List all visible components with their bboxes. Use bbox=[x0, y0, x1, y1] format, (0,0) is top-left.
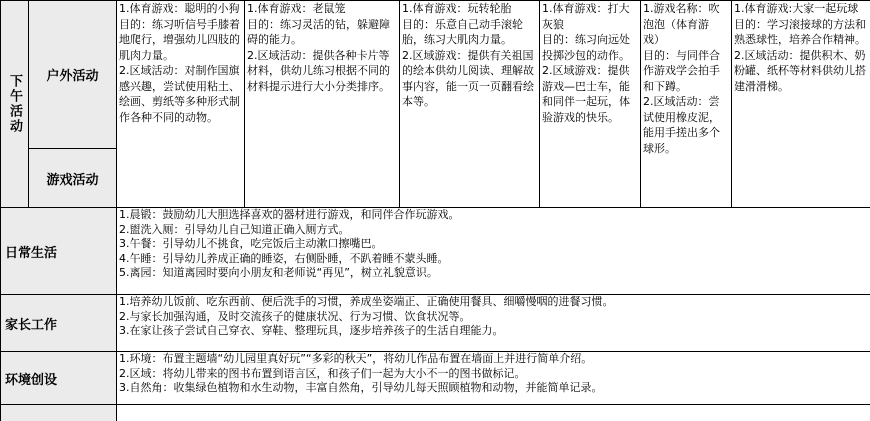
afternoon-activity-text: 下午活动 bbox=[7, 74, 22, 134]
day-5-activity-cell: 1.游戏名称：吹泡泡（体育游戏） 目的：与同伴合作游戏学会拍手和下蹲。 2.区域活动：尝试使用橡皮泥，能用手搓出多个球形。 bbox=[641, 1, 732, 208]
daily-life-label: 日常生活 bbox=[1, 208, 117, 295]
afternoon-activity-label bbox=[1, 1, 29, 208]
environment-line-1: 1.环境：布置主题墙“幼儿园里真好玩”“多彩的秋天”，将幼儿作品布置在墙面上并进行简单介绍。 bbox=[119, 352, 593, 365]
family-work-label: 家长工作 bbox=[1, 295, 117, 352]
family-work-row bbox=[1, 295, 870, 352]
outdoor-activity-label: 户外活动 bbox=[29, 1, 117, 149]
environment-line-3: 3.自然角：收集绿色植物和水生动物，丰富自然角，引导幼儿每天照顾植物和动物，并能简单记录。 bbox=[119, 381, 603, 395]
family-work-line-3: 3.在家让孩子尝试自己穿衣、穿鞋、整理玩具，逐步培养孩子的生活自理能力。 bbox=[119, 324, 504, 338]
game-activity-label: 游戏活动 bbox=[29, 149, 117, 208]
family-work-line-2: 2.与家长加强沟通，及时交流孩子的健康状况、行为习惯、饮食状况等。 bbox=[119, 309, 471, 323]
next-row-label-partial bbox=[1, 405, 117, 421]
daily-life-line-2: 2.盥洗入厕：引导幼儿自己知道正确入厕方式。 bbox=[119, 222, 350, 236]
environment-line-2: 2.区域：将幼儿带来的图书布置到语言区，和孩子们一起为大小不一的图书做标记。 bbox=[119, 366, 526, 380]
day-4-activity-cell: 1.体育游戏：打大灰狼 目的：练习向远处投掷沙包的动作。 2.区域游戏：提供游戏—巴士车，能和同伴一起玩，体验游戏的快乐。 bbox=[540, 1, 641, 208]
daily-life-line-4: 4.午睡：引导幼儿养成正确的睡姿，右侧卧睡，不趴着睡不蒙头睡。 bbox=[119, 251, 449, 265]
environment-row bbox=[1, 352, 870, 405]
day-3-activity-cell: 1.体育游戏：玩转轮胎 目的：乐意自己动手滚轮胎，练习大肌肉力量。 2.区域游戏：提供有关祖国的绘本供幼儿阅读、理解故事内容，能一页一页翻看绘本等。 bbox=[400, 1, 540, 208]
day-2-activity-cell: 1.体育游戏：老鼠笼 目的：练习灵活的钻，躲避障碍的能力。 2.区域活动：提供各种卡片等材料，供幼儿练习根据不同的材料提示进行大小分类排序。 bbox=[245, 1, 400, 208]
daily-life-line-5: 5.离园：知道离园时要向小朋友和老师说“再见”，树立礼貌意识。 bbox=[119, 266, 438, 280]
family-work-line-1: 1.培养幼儿饭前、吃东西前、便后洗手的习惯，养成坐姿端正、正确使用餐具、细嚼慢咽的进餐习惯。 bbox=[119, 295, 614, 308]
family-work-content bbox=[117, 295, 870, 352]
daily-life-line-1: 1.晨锻：鼓励幼儿大胆选择喜欢的器材进行游戏，和同伴合作玩游戏。 bbox=[119, 208, 460, 221]
environment-content bbox=[117, 352, 870, 405]
daily-life-row bbox=[1, 208, 870, 295]
day-6-activity-cell: 1.体育游戏:大家一起玩球 目的：学习滚接球的方法和熟悉球性，培养合作精神。 2.区域活动：提供积木、奶粉罐、纸杯等材料供幼儿搭建滑滑梯。 bbox=[732, 1, 870, 208]
daily-life-line-3: 3.午餐：引导幼儿不挑食，吃完饭后主动漱口擦嘴巴。 bbox=[119, 237, 383, 251]
day-1-activity-cell: 1.体育游戏：聪明的小狗 目的：练习听信号手膝着地爬行，增强幼儿四肢的肌肉力量。 2.区域活动：对制作国旗感兴趣，尝试使用粘土、绘画、剪纸等多种形式制作各种不同的动物。 bbox=[117, 1, 245, 208]
outdoor-activity-row bbox=[1, 1, 870, 149]
daily-life-content bbox=[117, 208, 870, 295]
environment-label: 环境创设 bbox=[1, 352, 117, 405]
next-row-partial bbox=[1, 405, 870, 421]
next-row-content-partial bbox=[117, 405, 870, 421]
